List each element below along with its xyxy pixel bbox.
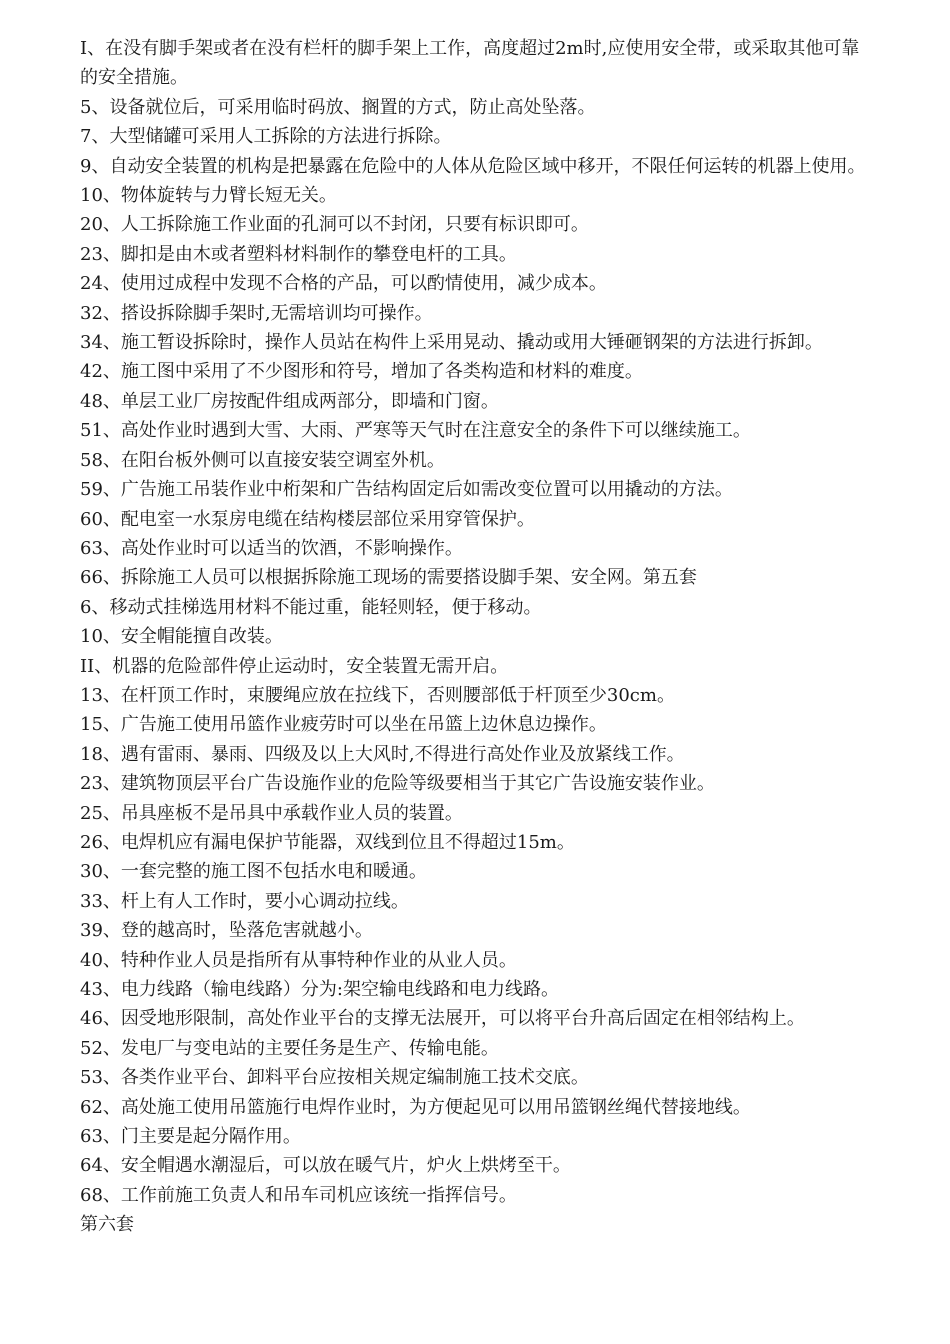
text-line-38: 64、安全帽遇水潮湿后，可以放在暖气片，炉火上烘烤至干。 <box>80 1155 571 1177</box>
text-line-7: 23、脚扣是由木或者塑料材料制作的攀登电杆的工具。 <box>80 243 517 265</box>
text-line-16: 60、配电室一水泵房电缆在结构楼层部位采用穿管保护。 <box>80 508 535 530</box>
text-line-39: 68、工作前施工负责人和吊车司机应该统一指挥信号。 <box>80 1184 517 1206</box>
text-line-25: 23、建筑物顶层平台广告设施作业的危险等级要相当于其它广告设施安装作业。 <box>80 773 715 795</box>
text-line-11: 42、施工图中采用了不少图形和符号，增加了各类构造和材料的难度。 <box>80 361 643 383</box>
text-line-31: 40、特种作业人员是指所有从事特种作业的从业人员。 <box>80 949 517 971</box>
text-line-23: 15、广告施工使用吊篮作业疲劳时可以坐在吊篮上边休息边操作。 <box>80 714 607 736</box>
text-line-6: 20、人工拆除施工作业面的孔洞可以不封闭，只要有标识即可。 <box>80 214 589 236</box>
text-line-8: 24、使用过成程中发现不合格的产品，可以酌情使用，减少成本。 <box>80 273 607 295</box>
text-line-35: 53、各类作业平台、卸料平台应按相关规定编制施工技术交底。 <box>80 1067 589 1089</box>
text-line-1: I、在没有脚手架或者在没有栏杆的脚手架上工作，高度超过2m时,应使用安全带，或采取其他可靠的安全措施。 <box>80 38 860 89</box>
text-line-22: 13、在杆顶工作时，束腰绳应放在拉线下，否则腰部低于杆顶至少30cm。 <box>80 684 675 706</box>
text-line-18: 66、拆除施工人员可以根据拆除施工现场的需要搭设脚手架、安全网。第五套 <box>80 567 697 589</box>
text-line-29: 33、杆上有人工作时，要小心调动拉线。 <box>80 890 409 912</box>
text-line-33: 46、因受地形限制，高处作业平台的支撑无法展开，可以将平台升高后固定在相邻结构上。 <box>80 1008 805 1030</box>
text-line-5: 10、物体旋转与力臂长短无关。 <box>80 185 337 207</box>
text-line-3: 7、大型储罐可采用人工拆除的方法进行拆除。 <box>80 126 452 148</box>
text-line-19: 6、移动式挂梯选用材料不能过重，能轻则轻，便于移动。 <box>80 596 542 618</box>
text-line-27: 26、电焊机应有漏电保护节能器，双线到位且不得超过15m。 <box>80 831 575 853</box>
text-line-36: 62、高处施工使用吊篮施行电焊作业时，为方便起见可以用吊篮钢丝绳代替接地线。 <box>80 1096 751 1118</box>
section-heading: 第六套 <box>80 1214 134 1236</box>
text-line-15: 59、广告施工吊装作业中桁架和广告结构固定后如需改变位置可以用撬动的方法。 <box>80 479 733 501</box>
text-line-14: 58、在阳台板外侧可以直接安装空调室外机。 <box>80 449 445 471</box>
text-line-9: 32、搭设拆除脚手架时,无需培训均可操作。 <box>80 302 433 324</box>
text-line-10: 34、施工暂设拆除时，操作人员站在构件上采用晃动、撬动或用大锤砸钢架的方法进行拆卸。 <box>80 332 823 354</box>
text-line-4: 9、自动安全装置的机构是把暴露在危险中的人体从危险区域中移开，不限任何运转的机器上使用。 <box>80 155 866 177</box>
text-line-34: 52、发电厂与变电站的主要任务是生产、传输电能。 <box>80 1037 499 1059</box>
text-line-26: 25、吊具座板不是吊具中承载作业人员的装置。 <box>80 802 463 824</box>
text-line-17: 63、高处作业时可以适当的饮酒，不影响操作。 <box>80 537 463 559</box>
text-line-12: 48、单层工业厂房按配件组成两部分，即墙和门窗。 <box>80 390 499 412</box>
text-line-32: 43、电力线路（输电线路）分为:架空输电线路和电力线路。 <box>80 979 559 1000</box>
text-line-30: 39、登的越高时，坠落危害就越小。 <box>80 920 373 942</box>
text-line-37: 63、门主要是起分隔作用。 <box>80 1126 301 1148</box>
text-line-20: 10、安全帽能擅自改装。 <box>80 626 283 648</box>
text-line-13: 51、高处作业时遇到大雪、大雨、严寒等天气时在注意安全的条件下可以继续施工。 <box>80 420 751 442</box>
text-line-24: 18、遇有雷雨、暴雨、四级及以上大风时,不得进行高处作业及放紧线工作。 <box>80 743 685 765</box>
document-page <box>80 34 875 1240</box>
text-line-21: II、机器的危险部件停止运动时，安全装置无需开启。 <box>80 655 509 677</box>
text-line-28: 30、一套完整的施工图不包括水电和暖通。 <box>80 861 427 883</box>
text-line-2: 5、设备就位后，可采用临时码放、搁置的方式，防止高处坠落。 <box>80 96 596 118</box>
